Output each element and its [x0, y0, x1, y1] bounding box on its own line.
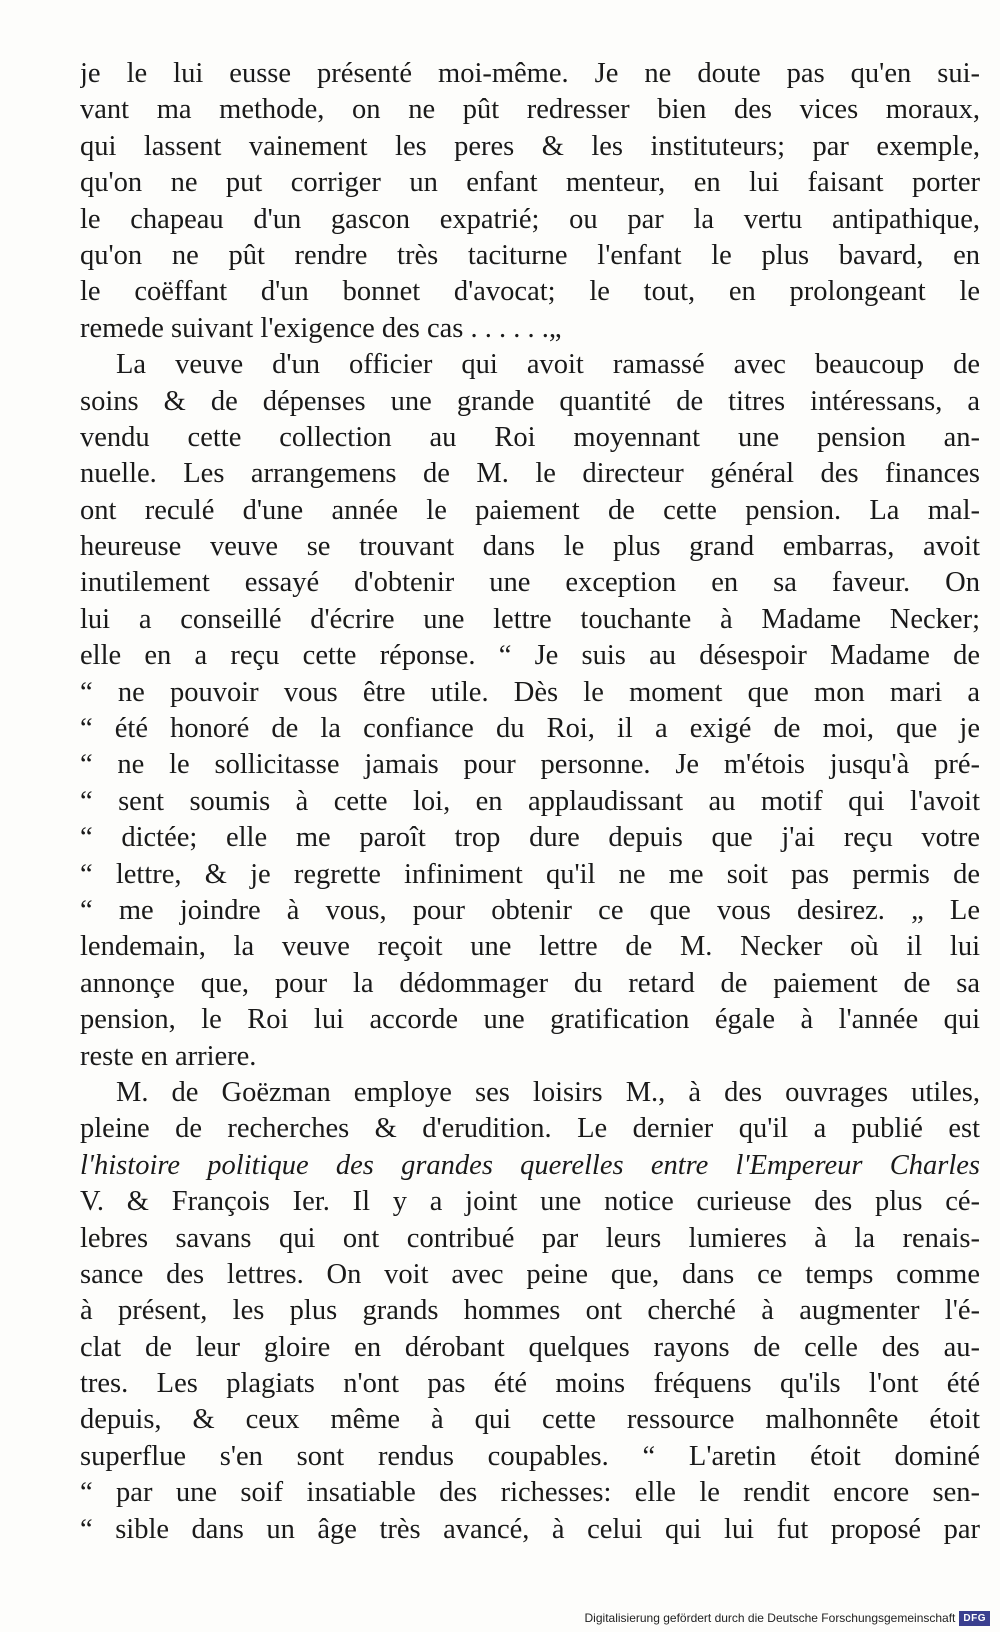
- text-line: lendemain, la veuve reçoit une lettre de M. Necker où il lui: [80, 931, 980, 963]
- text-line: V. & François Ier. Il y a joint une notice curieuse des plus cé-: [80, 1186, 980, 1218]
- text-line: qu'on ne put corriger un enfant menteur, en lui faisant porter: [80, 167, 980, 199]
- text-line: je le lui eusse présenté moi-même. Je ne doute pas qu'en sui-: [80, 58, 980, 89]
- text-line: elle en a reçu cette réponse. “ Je suis au désespoir Madame de: [80, 640, 980, 672]
- text-line: nuelle. Les arrangemens de M. le directeur général des finances: [80, 458, 980, 490]
- text-line: vendu cette collection au Roi moyennant une pension an-: [80, 421, 980, 453]
- text-line: clat de leur gloire en dérobant quelques rayons de celle des au-: [80, 1331, 980, 1363]
- quoted-line: “ dictée; elle me paroît trop dure depuis que j'ai reçu votre: [80, 822, 980, 854]
- quoted-line: “ par une soif insatiable des richesses: elle le rendit encore sen-: [80, 1477, 980, 1509]
- text-line: vant ma methode, on ne pût redresser bien des vices moraux,: [80, 94, 980, 126]
- text-line: lebres savans qui ont contribué par leurs lumieres à la renais-: [80, 1222, 980, 1254]
- text-line: sance des lettres. On voit avec peine que, dans ce temps comme: [80, 1258, 980, 1290]
- text-line: heureuse veuve se trouvant dans le plus grand embarras, avoit: [80, 531, 980, 563]
- text-line: superflue s'en sont rendus coupables. “ L'aretin étoit dominé: [80, 1440, 980, 1472]
- text-line: tres. Les plagiats n'ont pas été moins fréquens qu'ils l'ont été: [80, 1368, 980, 1400]
- paragraph-start-line: La veuve d'un officier qui avoit ramassé avec beaucoup de: [116, 349, 980, 381]
- paragraph-start-line: M. de Goëzman employe ses loisirs M., à des ouvrages utiles,: [116, 1076, 980, 1108]
- quoted-line: “ ne le sollicitasse jamais pour personne. Je m'étois jusqu'à pré-: [80, 749, 980, 781]
- italic-title-line: l'histoire politique des grandes querelles entre l'Empereur Charles: [80, 1149, 980, 1181]
- credit-text: Digitalisierung gefördert durch die Deutsche Forschungsgemeinschaft: [584, 1611, 956, 1625]
- text-line: à présent, les plus grands hommes ont cherché à augmenter l'é-: [80, 1295, 980, 1327]
- text-line: qui lassent vainement les peres & les instituteurs; par exemple,: [80, 130, 980, 162]
- text-line: qu'on ne pût rendre très taciturne l'enfant le plus bavard, en: [80, 239, 980, 271]
- quoted-line: “ été honoré de la confiance du Roi, il a exigé de moi, que je: [80, 713, 980, 745]
- dfg-logo: DFG: [959, 1611, 990, 1626]
- quoted-line: “ sent soumis à cette loi, en applaudissant au motif qui l'avoit: [80, 785, 980, 817]
- text-line: reste en arriere.: [80, 1040, 257, 1072]
- quoted-line: “ ne pouvoir vous être utile. Dès le moment que mon mari a: [80, 676, 980, 708]
- text-line: inutilement essayé d'obtenir une exception en sa faveur. On: [80, 567, 980, 599]
- text-line: lui a conseillé d'écrire une lettre touchante à Madame Necker;: [80, 603, 980, 635]
- text-line: depuis, & ceux même à qui cette ressource malhonnête étoit: [80, 1404, 980, 1436]
- text-line: ont reculé d'une année le paiement de cette pension. La mal-: [80, 494, 980, 526]
- text-line: remede suivant l'exigence des cas . . . . . .„: [80, 312, 562, 344]
- quoted-line: “ sible dans un âge très avancé, à celui qui lui fut proposé par: [80, 1513, 980, 1545]
- text-line: pleine de recherches & d'erudition. Le dernier qu'il a publié est: [80, 1113, 980, 1145]
- text-line: soins & de dépenses une grande quantité de titres intéressans, a: [80, 385, 980, 417]
- text-line: pension, le Roi lui accorde une gratification égale à l'année qui: [80, 1004, 980, 1036]
- body-text: [80, 56, 980, 1548]
- digitization-credit: [585, 1608, 990, 1628]
- quoted-line: “ lettre, & je regrette infiniment qu'il ne me soit pas permis de: [80, 858, 980, 890]
- text-line: annonçe que, pour la dédommager du retard de paiement de sa: [80, 967, 980, 999]
- text-line: le coëffant d'un bonnet d'avocat; le tout, en prolongeant le: [80, 276, 980, 308]
- quoted-line: “ me joindre à vous, pour obtenir ce que vous desirez. „ Le: [80, 894, 980, 926]
- text-line: le chapeau d'un gascon expatrié; ou par la vertu antipathique,: [80, 203, 980, 235]
